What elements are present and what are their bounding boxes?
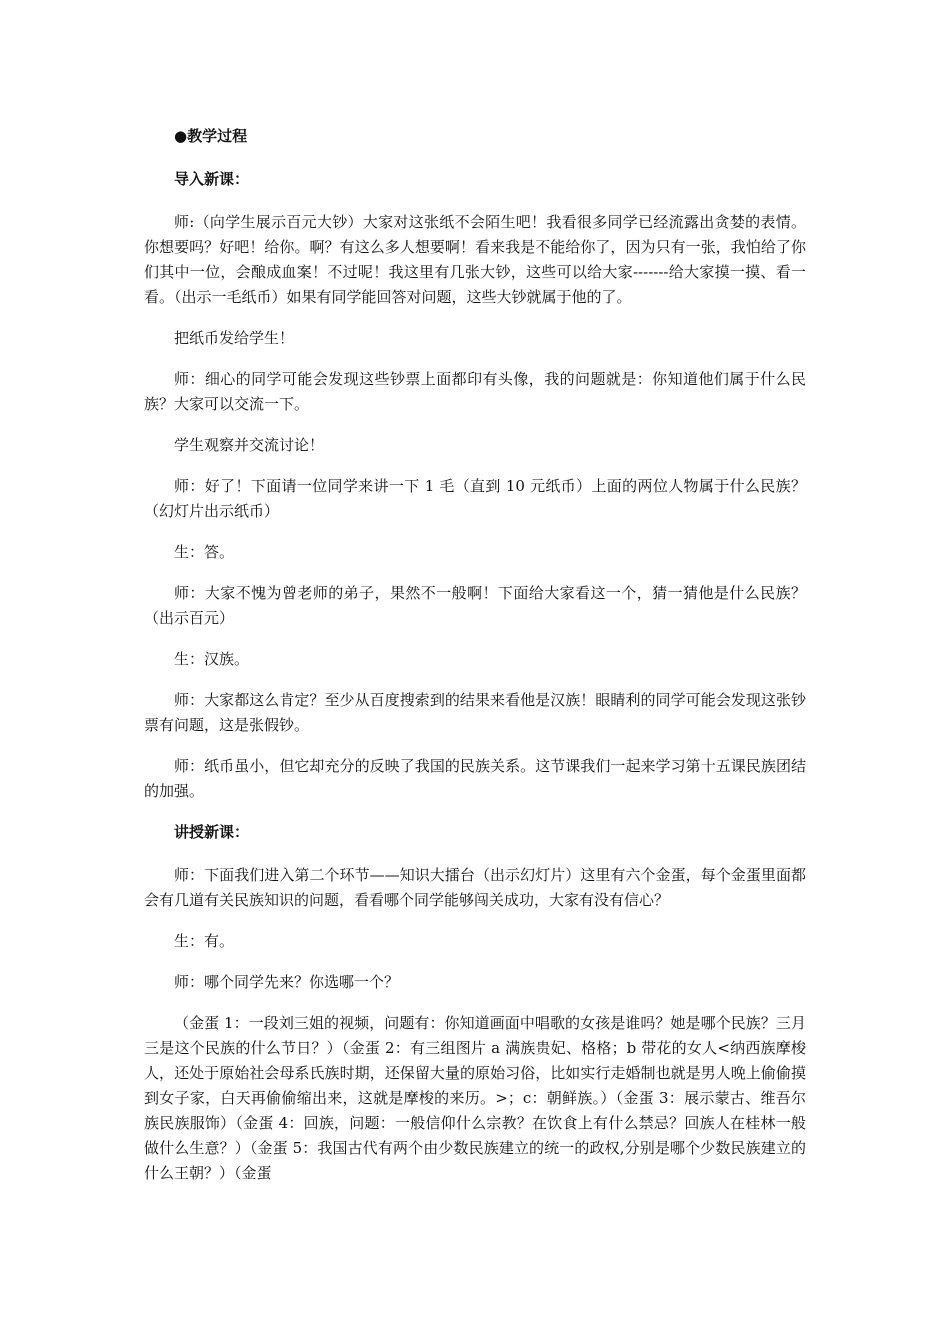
- lecture-paragraph-4: （金蛋 1：一段刘三姐的视频，问题有：你知道画面中唱歌的女孩是谁吗？她是哪个民族？三月三是这个民族的什么节日？）（金蛋 2：有三组图片 a 满族贵妃、格格；b 带花的女人<纳西族摩梭人，还处于原始社会母系氏族时期，还保留大量的原始习俗，比如实行走婚制也就是男人晚上偷偷摸到女子家，白天再偷偷缩出来，这就是摩梭的来历。>；c：朝鲜族。）（金蛋 3：展示蒙古、维吾尔族民族服饰）（金蛋 4：回族，问题：一般信仰什么宗教？在饮食上有什么禁忌？回族人在桂林一般做什么生意？）（金蛋 5：我国古代有两个由少数民族建立的统一的政权,分别是哪个少数民族建立的什么王朝？）（金蛋: [144, 1014, 806, 1182]
- intro-paragraph-9: 师：大家都这么肯定？至少从百度搜索到的结果来看他是汉族！眼睛利的同学可能会发现这张钞票有问题，这是张假钞。: [144, 691, 806, 734]
- intro-paragraph-4: 学生观察并交流讨论！: [174, 436, 325, 454]
- intro-paragraph-10: 师：纸币虽小，但它却充分的反映了我国的民族关系。这节课我们一起来学习第十五课民族团结的加强。: [144, 757, 806, 800]
- intro-paragraph-1: 师:（向学生展示百元大钞）大家对这张纸不会陌生吧！我看很多同学已经流露出贪婪的表情。你想要吗？好吧！给你。啊？有这么多人想要啊！看来我是不能给你了，因为只有一张，我怕给了你们其中一位，会酿成血案！不过呢！我这里有几张大钞，这些可以给大家-------给大家摸一摸、看一看。（出示一毛纸币）如果有同学能回答对问题，这些大钞就属于他的了。: [144, 213, 806, 306]
- document-body: [144, 124, 806, 1186]
- lecture-paragraph-1: 师：下面我们进入第二个环节——知识大擂台（出示幻灯片）这里有六个金蛋，每个金蛋里面都会有几道有关民族知识的问题，看看哪个同学能够闯关成功，大家有没有信心？: [144, 866, 806, 909]
- intro-paragraph-3: 师：细心的同学可能会发现这些钞票上面都印有头像，我的问题就是：你知道他们属于什么民族？大家可以交流一下。: [144, 370, 806, 413]
- intro-paragraph-6: 生：答。: [174, 543, 235, 561]
- intro-paragraph-5: 师：好了！下面请一位同学来讲一下 1 毛（直到 10 元纸币）上面的两位人物属于什么民族？（幻灯片出示纸币）: [144, 477, 806, 520]
- section-title: ●教学过程: [174, 127, 248, 145]
- intro-paragraph-8: 生：汉族。: [174, 650, 250, 668]
- lecture-paragraph-3: 师：哪个同学先来？你选哪一个？: [174, 973, 400, 991]
- lecture-paragraph-2: 生：有。: [174, 932, 235, 950]
- intro-heading: 导入新课：: [174, 170, 250, 188]
- intro-paragraph-7: 师：大家不愧为曾老师的弟子，果然不一般啊！下面给大家看这一个，猜一猜他是什么民族？（出示百元）: [144, 584, 806, 627]
- intro-paragraph-2: 把纸币发给学生！: [174, 329, 295, 347]
- lecture-heading: 讲授新课：: [174, 823, 250, 841]
